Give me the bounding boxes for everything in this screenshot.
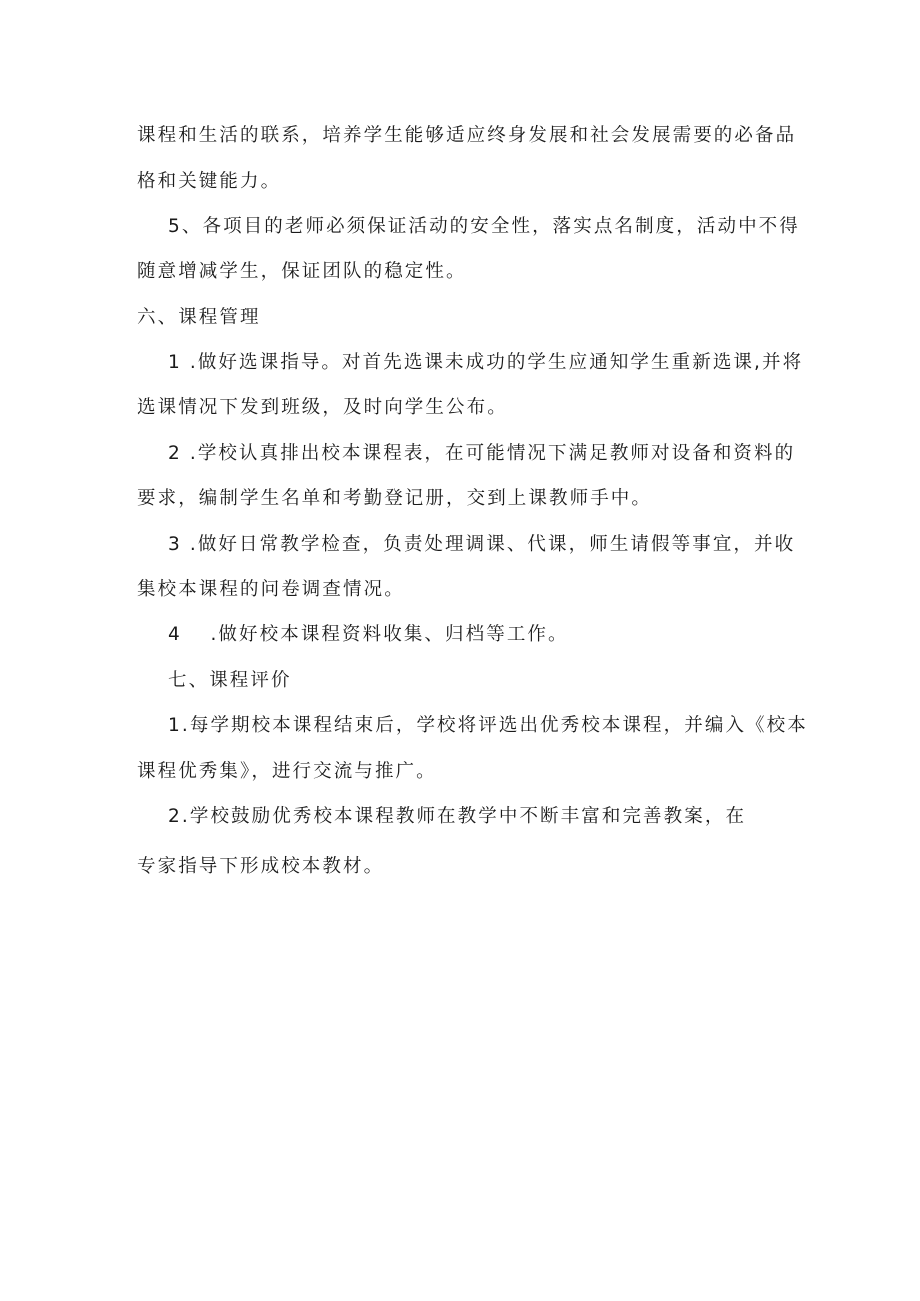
paragraph-line: 1.每学期校本课程结束后，学校将评选出优秀校本课程，并编入《校本 [168, 715, 808, 736]
paragraph-line: 课程和生活的联系，培养学生能够适应终身发展和社会发展需要的必备品 [137, 125, 797, 146]
section-heading-course-management: 六、课程管理 [137, 307, 261, 328]
paragraph-line: 集校本课程的问卷调查情况。 [137, 579, 405, 600]
paragraph-line: 课程优秀集》，进行交流与推广。 [137, 761, 437, 782]
paragraph-line: 2 .学校认真排出校本课程表，在可能情况下满足教师对设备和资料的 [168, 443, 796, 464]
paragraph-line: 要求，编制学生名单和考勤登记册，交到上课教师手中。 [137, 488, 653, 509]
paragraph-line: 3 .做好日常教学检查，负责处理调课、代课，师生请假等事宜，并收 [168, 534, 796, 555]
paragraph-line: 随意增减学生，保证团队的稳定性。 [137, 261, 467, 282]
paragraph-line: 1 .做好选课指导。对首先选课未成功的学生应通知学生重新选课,并将 [168, 352, 804, 373]
paragraph-line: 5、各项目的老师必须保证活动的安全性，落实点名制度，活动中不得 [168, 216, 800, 237]
paragraph-line: 格和关键能力。 [137, 171, 282, 192]
section-heading-course-evaluation: 七、课程评价 [168, 670, 292, 691]
paragraph-line: 专家指导下形成校本教材。 [137, 856, 385, 877]
paragraph-line: 2.学校鼓励优秀校本课程教师在教学中不断丰富和完善教案，在 [168, 806, 747, 827]
paragraph-line: 选课情况下发到班级，及时向学生公布。 [137, 397, 508, 418]
paragraph-line: 4 .做好校本课程资料收集、归档等工作。 [168, 624, 569, 645]
